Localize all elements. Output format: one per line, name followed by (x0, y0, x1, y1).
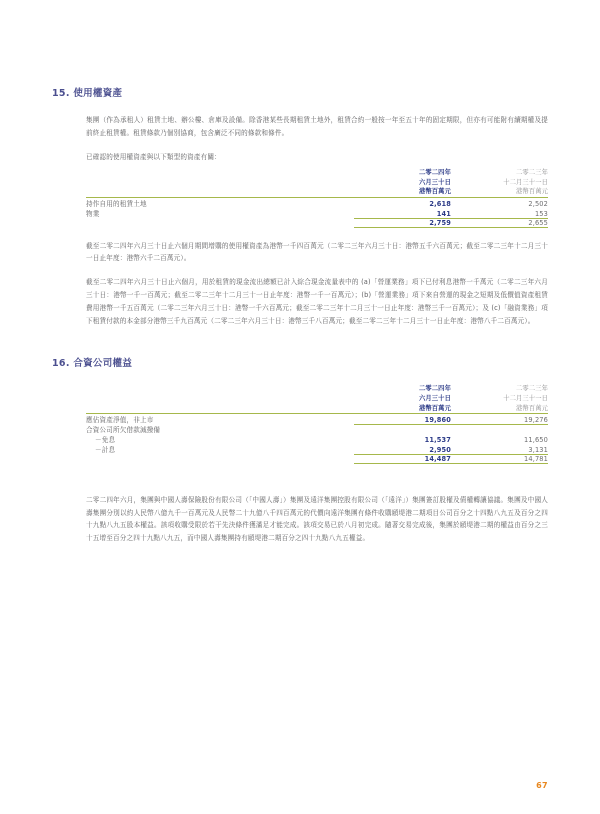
table-row (86, 208, 548, 218)
row-label: 物業 (86, 210, 100, 219)
right-of-use-assets-table (86, 168, 548, 228)
row-value-current: 19,860 (354, 414, 451, 425)
table-header-prior-period (451, 168, 548, 198)
header-line-date: 十二月三十一日 (503, 394, 548, 402)
total-label (86, 454, 354, 463)
header-line-unit: 港幣百萬元 (516, 404, 548, 412)
row-value-current: 2,950 (354, 444, 451, 454)
row-label: 應佔資產淨值，非上市 (86, 414, 354, 425)
table-header-blank (86, 384, 354, 414)
section-15 (52, 88, 548, 328)
row-value-prior: 11,650 (524, 436, 548, 445)
row-value-prior: 2,502 (451, 198, 548, 209)
row-value-current: 2,618 (354, 198, 451, 209)
right-of-use-assets-table-wrapper (52, 168, 548, 228)
header-line-date: 十二月三十一日 (503, 178, 548, 186)
row-value-current: 11,537 (424, 436, 451, 445)
section-15-paragraph-3: 截至二零二四年六月三十日止六個月期間增購的使用權資產為港幣一千四百萬元（二零二三年六月三十日：港幣五千六百萬元；截至二零二三年十二月三十一日止年度：港幣六千二百萬元）。 (86, 241, 548, 263)
header-line-unit: 港幣百萬元 (516, 188, 548, 196)
table-row (86, 414, 548, 425)
table-header-row (86, 168, 548, 198)
header-line-year: 二零二三年 (516, 385, 548, 393)
section-15-body (52, 114, 548, 164)
row-value-prior: 153 (451, 208, 548, 218)
section-15-notes (52, 240, 548, 328)
header-line-year: 二零二四年 (418, 168, 451, 176)
section-gap (52, 328, 548, 358)
header-line-date: 六月三十日 (418, 394, 451, 402)
total-value-current: 2,759 (354, 218, 451, 227)
section-16-paragraph-1: 二零二四年六月，集團與中國人壽保險股份有限公司（「中國人壽」）集團及遠洋集團控股有限公司（「遠洋」）集團簽訂股權及債權轉讓協議。集團及中國人壽集團分別以約人民幣八億九千一百萬元及人民幣二十九億八千四百萬元的代價向遠洋集團有條件收購頤堤港二期項目公司百分之十四點八九五及百分之四十九點八九五股本權益。該項收購受限於若干先決條件獲滿足才能完成。該項交易已於八月初完成。隨著交易完成後，集團於頤堤港二期的權益由百分之三十五增至百分之四十九點八九五，而中國人壽集團持有頤堤港二期百分之四十九點八九五權益。 (86, 495, 548, 543)
row-value-current: 141 (354, 208, 451, 218)
row-value-prior: 19,276 (451, 414, 548, 425)
table-header-current-period (354, 384, 451, 414)
row-label: －計息 (95, 446, 116, 455)
header-line-year: 二零二四年 (418, 385, 451, 393)
table-row (86, 444, 548, 454)
table-paragraph-gap (52, 476, 548, 494)
section-16-body (52, 494, 548, 545)
table-header-blank (86, 168, 354, 198)
table-total-row (86, 218, 548, 227)
total-value-current: 14,487 (354, 454, 451, 463)
section-15-paragraph-1: 集團（作為承租人）租賃土地、辦公樓、倉庫及設備。除香港某些長期租賃土地外，租賃合約一般按一年至五十年的固定期限，但亦有可能附有續期權及提前終止租賃權。租賃條款乃個別協商，包含廣泛不同的條款和條件。 (86, 116, 548, 138)
section-16 (52, 358, 548, 545)
total-label (86, 218, 354, 227)
header-line-unit: 港幣百萬元 (418, 404, 451, 412)
table-header-row (86, 384, 548, 414)
row-value-current (354, 424, 451, 434)
joint-venture-interests-table-wrapper (52, 384, 548, 464)
table-header-prior-period (451, 384, 548, 414)
row-value-prior: 3,131 (451, 444, 548, 454)
header-line-date: 六月三十日 (418, 178, 451, 186)
row-label: 合資公司所欠借款減撥備 (86, 426, 161, 435)
section-15-paragraph-2: 已確認的使用權資產與以下類型的資產有關： (86, 153, 221, 162)
row-label: 持作自用的租賃土地 (86, 198, 354, 209)
row-label: －免息 (95, 436, 116, 445)
row-value-prior (451, 424, 548, 434)
section-15-heading: 15. 使用權資產 (52, 88, 123, 99)
table-row (86, 434, 548, 444)
table-row (86, 198, 548, 209)
table-row (86, 424, 548, 434)
header-line-unit: 港幣百萬元 (418, 188, 451, 196)
total-value-prior: 14,781 (451, 454, 548, 463)
table-header-current-period (354, 168, 451, 198)
header-line-year: 二零二三年 (516, 168, 548, 176)
joint-venture-interests-table (86, 384, 548, 464)
total-value-prior: 2,655 (451, 218, 548, 227)
table-total-row (86, 454, 548, 463)
section-15-paragraph-4: 截至二零二四年六月三十日止六個月，用於租賃的現金流出總額已計入綜合現金流量表中的 (a)「營運業務」項下已付利息港幣一千萬元（二零二三年六月三十日：港幣一千一百萬元；截至二零二三年十二月三十一日止年度：港幣一千一百萬元）；(b)「營運業務」項下來自營運的現金之短期及低價值資產租賃費用港幣一千五百萬元（二零二三年六月三十日：港幣一千六百萬元；截至二零二三年十二月三十一日止年度：港幣三千一百萬元）；及 (c)「融資業務」項下租賃付款的本金部分港幣三千九百萬元（二零二三年六月三十日：港幣三千八百萬元；截至二零二三年十二月三十一日止年度：港幣八千二百萬元）。 (86, 278, 548, 325)
page-number: 67 (536, 781, 548, 790)
section-16-heading: 16. 合資公司權益 (52, 357, 133, 369)
